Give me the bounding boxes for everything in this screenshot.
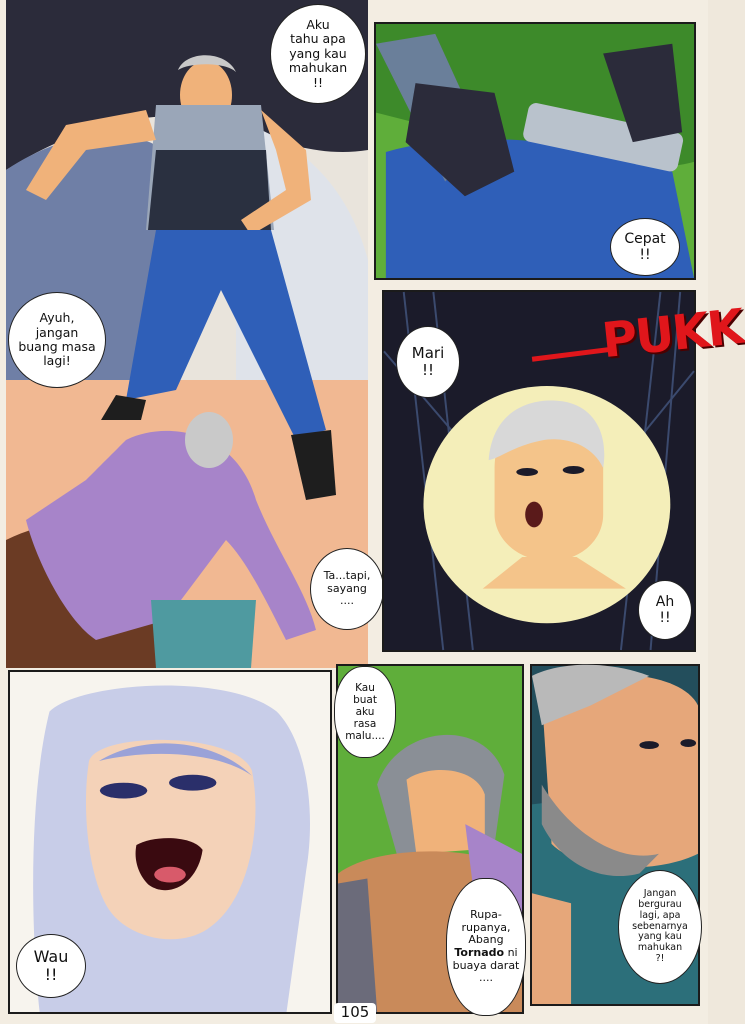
speech-bubble-kau-buat: Kau buat aku rasa malu.... [334, 666, 396, 758]
speech-bubble-tapi: Ta...tapi, sayang .... [310, 548, 384, 630]
speech-bubble-jangan: Jangan bergurau lagi, apa sebenarnya yang kau mahukan ?! [618, 870, 702, 984]
panel-2 [374, 22, 696, 280]
speech-bubble-ah: Ah !! [638, 580, 692, 640]
panel-4 [8, 670, 332, 1014]
page-number: 105 [334, 1003, 376, 1023]
rupa-text-outro: ni buaya darat .... [452, 946, 520, 985]
speech-bubble-ayuh: Ayuh, jangan buang masa lagi! [8, 292, 106, 388]
sound-effect-pukk: PUKK [599, 298, 745, 370]
panel-1 [6, 0, 371, 668]
speech-bubble-wau: Wau !! [16, 934, 86, 998]
rupa-text-intro: Rupa- rupanya, Abang [461, 908, 511, 947]
panel-3 [382, 290, 745, 652]
panel-5 [336, 664, 524, 1014]
speech-bubble-aku-tahu: Aku tahu apa yang kau mahukan !! [270, 4, 366, 104]
rupa-text-name: Tornado [454, 946, 505, 959]
panel-6 [530, 664, 700, 1006]
speech-bubble-cepat: Cepat !! [610, 218, 680, 276]
speech-bubble-mari: Mari !! [396, 326, 460, 398]
speech-bubble-rupa-rupanya [446, 878, 526, 1016]
